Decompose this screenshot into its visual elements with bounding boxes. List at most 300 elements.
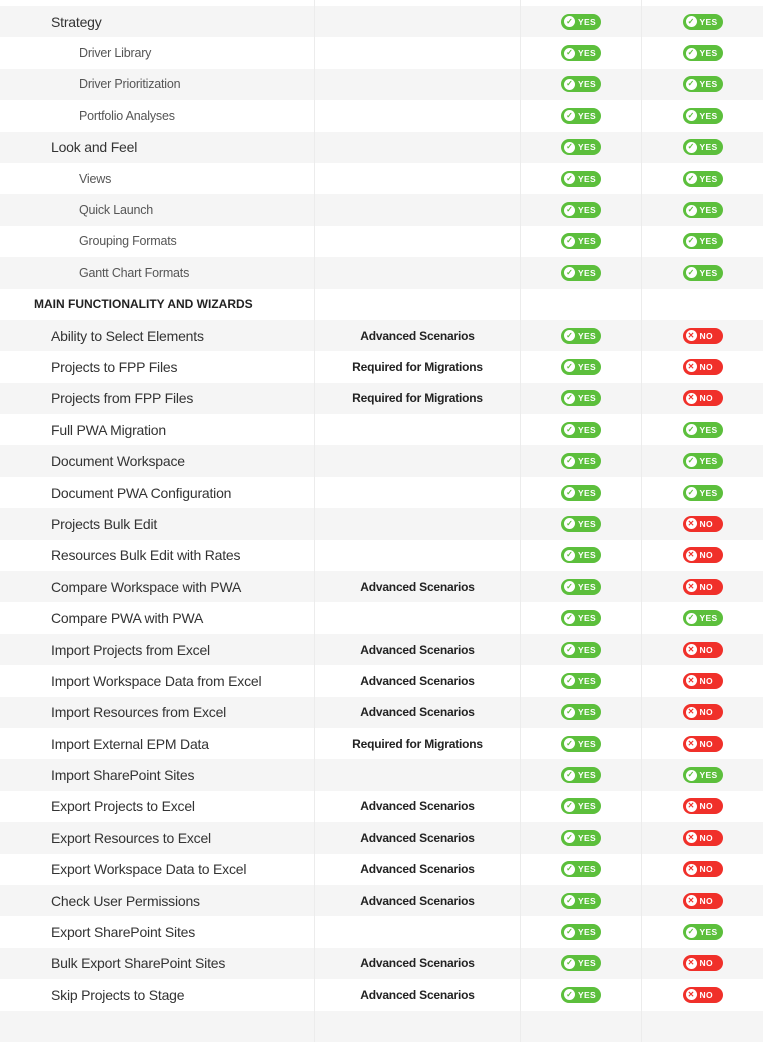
feature-name: Document PWA Configuration [51,484,232,501]
x-circle-icon: ✕ [686,738,697,749]
table-row [0,948,763,979]
feature-note [314,1011,520,1042]
badge-label: YES [699,173,718,184]
badge-label: YES [699,236,718,247]
table-row [0,163,763,194]
edition-b-cell [641,194,763,225]
check-circle-icon: ✓ [564,456,575,467]
no-badge [683,893,723,909]
edition-a-cell [520,885,641,916]
x-circle-icon: ✕ [686,707,697,718]
badge-label: YES [578,267,596,278]
check-circle-icon: ✓ [564,832,575,843]
feature-name: Export Projects to Excel [51,798,195,815]
check-circle-icon: ✓ [564,236,575,247]
table-row [0,571,763,602]
yes-badge [561,422,601,438]
check-circle-icon: ✓ [686,770,697,781]
check-circle-icon: ✓ [686,236,697,247]
yes-badge [561,830,601,846]
yes-badge [561,485,601,501]
check-circle-icon: ✓ [686,487,697,498]
table-row [0,257,763,288]
feature-note [314,414,520,445]
badge-label: YES [578,832,596,843]
x-circle-icon: ✕ [686,864,697,875]
table-row [0,728,763,759]
badge-label: YES [578,738,596,749]
edition-b-cell [641,571,763,602]
badge-label: YES [578,142,596,153]
feature-note [314,194,520,225]
yes-badge [561,45,601,61]
badge-label: YES [578,581,596,592]
badge-label: YES [578,48,596,59]
feature-note [314,289,520,320]
check-circle-icon: ✓ [564,424,575,435]
yes-badge [561,390,601,406]
badge-label: NO [699,550,713,561]
yes-badge [683,45,723,61]
edition-b-cell [641,477,763,508]
yes-badge [561,76,601,92]
edition-a-cell [520,351,641,382]
edition-a-cell [520,571,641,602]
check-circle-icon: ✓ [564,110,575,121]
badge-label: YES [578,958,596,969]
badge-label: NO [699,864,713,875]
edition-a-cell [520,445,641,476]
feature-name: Export SharePoint Sites [51,924,196,941]
yes-badge [683,767,723,783]
table-row [0,602,763,633]
yes-badge [561,704,601,720]
table-row [0,100,763,131]
badge-label: YES [578,644,596,655]
edition-b-cell [641,979,763,1010]
badge-label: YES [578,707,596,718]
feature-subitem-name: Driver Library [79,46,152,61]
yes-badge [683,233,723,249]
feature-note [314,540,520,571]
no-badge [683,987,723,1003]
badge-label: NO [699,675,713,686]
table-row [0,759,763,790]
yes-badge [561,642,601,658]
check-circle-icon: ✓ [564,864,575,875]
badge-label: YES [699,424,718,435]
edition-b-cell [641,759,763,790]
badge-label: YES [578,16,596,27]
feature-name: Bulk Export SharePoint Sites [51,955,226,972]
edition-a-cell [520,37,641,68]
badge-label: NO [699,895,713,906]
table-row [0,540,763,571]
edition-b-cell [641,257,763,288]
feature-note: Advanced Scenarios [314,665,520,696]
feature-note [314,508,520,539]
check-circle-icon: ✓ [564,16,575,27]
edition-b-cell [641,854,763,885]
feature-note [314,477,520,508]
badge-label: YES [578,205,596,216]
badge-label: NO [699,989,713,1000]
feature-note [314,37,520,68]
edition-b-cell [641,163,763,194]
feature-name: Import Projects from Excel [51,641,210,658]
edition-a-cell [520,728,641,759]
yes-badge [561,328,601,344]
check-circle-icon: ✓ [564,738,575,749]
yes-badge [561,924,601,940]
yes-badge [683,171,723,187]
feature-name: Full PWA Migration [51,421,166,438]
feature-note: Advanced Scenarios [314,634,520,665]
table-row [0,477,763,508]
x-circle-icon: ✕ [686,644,697,655]
edition-a-cell [520,602,641,633]
edition-b-cell [641,445,763,476]
check-circle-icon: ✓ [686,16,697,27]
yes-badge [561,861,601,877]
feature-name: Projects from FPP Files [51,390,194,407]
check-circle-icon: ✓ [686,205,697,216]
check-circle-icon: ✓ [564,393,575,404]
x-circle-icon: ✕ [686,989,697,1000]
badge-label: YES [578,393,596,404]
x-circle-icon: ✕ [686,330,697,341]
table-row [0,69,763,100]
check-circle-icon: ✓ [686,79,697,90]
edition-b-cell [641,728,763,759]
yes-badge [561,359,601,375]
check-circle-icon: ✓ [686,613,697,624]
yes-badge [683,14,723,30]
edition-b-cell [641,351,763,382]
yes-badge [561,579,601,595]
no-badge [683,704,723,720]
check-circle-icon: ✓ [686,142,697,153]
edition-a-cell [520,477,641,508]
check-circle-icon: ✓ [686,48,697,59]
edition-a-cell [520,69,641,100]
edition-a-cell [520,697,641,728]
yes-badge [683,610,723,626]
feature-name: Export Resources to Excel [51,829,211,846]
feature-note [314,759,520,790]
badge-label: YES [578,424,596,435]
check-circle-icon: ✓ [564,142,575,153]
table-row [0,979,763,1010]
no-badge [683,830,723,846]
table-row [0,1011,763,1042]
feature-subitem-name: Gantt Chart Formats [79,265,190,280]
edition-b-cell [641,791,763,822]
badge-label: YES [699,613,718,624]
table-row [0,414,763,445]
x-circle-icon: ✕ [686,581,697,592]
badge-label: YES [578,550,596,561]
table-row [0,37,763,68]
feature-note: Advanced Scenarios [314,979,520,1010]
edition-a-cell [520,822,641,853]
no-badge [683,673,723,689]
feature-note [314,445,520,476]
edition-a-cell [520,194,641,225]
table-row [0,885,763,916]
table-row [0,445,763,476]
badge-label: YES [578,236,596,247]
edition-b-cell [641,1011,763,1042]
feature-name: Projects to FPP Files [51,358,178,375]
badge-label: NO [699,832,713,843]
edition-b-cell [641,948,763,979]
check-circle-icon: ✓ [686,267,697,278]
edition-a-cell [520,916,641,947]
edition-b-cell [641,37,763,68]
yes-badge [561,108,601,124]
yes-badge [561,139,601,155]
badge-label: YES [578,518,596,529]
badge-label: YES [578,79,596,90]
yes-badge [683,924,723,940]
x-circle-icon: ✕ [686,832,697,843]
table-row [0,697,763,728]
feature-note: Required for Migrations [314,383,520,414]
badge-label: YES [699,110,718,121]
edition-a-cell [520,257,641,288]
table-row [0,383,763,414]
edition-b-cell [641,697,763,728]
yes-badge [683,422,723,438]
badge-label: NO [699,393,713,404]
badge-label: YES [699,927,718,938]
edition-b-cell [641,508,763,539]
check-circle-icon: ✓ [564,487,575,498]
x-circle-icon: ✕ [686,801,697,812]
edition-b-cell [641,885,763,916]
feature-note [314,916,520,947]
check-circle-icon: ✓ [564,48,575,59]
feature-subitem-name: Portfolio Analyses [79,108,175,123]
edition-b-cell [641,665,763,696]
table-row [0,916,763,947]
edition-b-cell [641,226,763,257]
section-header-row [0,289,763,320]
check-circle-icon: ✓ [686,173,697,184]
x-circle-icon: ✕ [686,518,697,529]
yes-badge [561,736,601,752]
feature-name: Compare Workspace with PWA [51,578,242,595]
badge-label: YES [578,487,596,498]
edition-b-cell [641,289,763,320]
yes-badge [561,453,601,469]
edition-a-cell [520,979,641,1010]
table-row [0,508,763,539]
check-circle-icon: ✓ [564,675,575,686]
table-body [0,6,763,1042]
edition-b-cell [641,383,763,414]
yes-badge [561,767,601,783]
edition-a-cell [520,6,641,37]
badge-label: YES [699,16,718,27]
table-row [0,634,763,665]
x-circle-icon: ✕ [686,958,697,969]
badge-label: NO [699,581,713,592]
check-circle-icon: ✓ [564,895,575,906]
no-badge [683,861,723,877]
badge-label: YES [699,205,718,216]
edition-b-cell [641,6,763,37]
yes-badge [683,453,723,469]
badge-label: NO [699,958,713,969]
no-badge [683,516,723,532]
badge-label: YES [578,895,596,906]
no-badge [683,642,723,658]
feature-subitem-name: Views [79,171,112,186]
feature-name: Import Workspace Data from Excel [51,672,262,689]
no-badge [683,736,723,752]
check-circle-icon: ✓ [686,927,697,938]
badge-label: YES [578,927,596,938]
badge-label: NO [699,801,713,812]
feature-name: Import Resources from Excel [51,704,227,721]
feature-note [314,100,520,131]
yes-badge [561,893,601,909]
edition-b-cell [641,634,763,665]
feature-name: Document Workspace [51,453,185,470]
edition-a-cell [520,289,641,320]
table-row [0,665,763,696]
feature-name: Import SharePoint Sites [51,767,195,784]
yes-badge [561,955,601,971]
check-circle-icon: ✓ [564,770,575,781]
edition-a-cell [520,320,641,351]
feature-note: Advanced Scenarios [314,697,520,728]
x-circle-icon: ✕ [686,550,697,561]
feature-note: Advanced Scenarios [314,854,520,885]
check-circle-icon: ✓ [564,79,575,90]
yes-badge [683,485,723,501]
yes-badge [561,516,601,532]
table-row [0,854,763,885]
feature-name: Skip Projects to Stage [51,986,185,1003]
edition-a-cell [520,791,641,822]
feature-name: Compare PWA with PWA [51,610,204,627]
edition-a-cell [520,508,641,539]
badge-label: NO [699,707,713,718]
yes-badge [683,139,723,155]
feature-name: Projects Bulk Edit [51,515,158,532]
badge-label: YES [578,675,596,686]
badge-label: YES [699,48,718,59]
no-badge [683,390,723,406]
check-circle-icon: ✓ [564,613,575,624]
badge-label: YES [578,770,596,781]
table-row [0,132,763,163]
check-circle-icon: ✓ [564,173,575,184]
check-circle-icon: ✓ [564,267,575,278]
badge-label: YES [578,330,596,341]
x-circle-icon: ✕ [686,895,697,906]
check-circle-icon: ✓ [564,927,575,938]
feature-name: Resources Bulk Edit with Rates [51,547,241,564]
no-badge [683,798,723,814]
edition-b-cell [641,602,763,633]
yes-badge [561,547,601,563]
yes-badge [683,202,723,218]
feature-note: Advanced Scenarios [314,571,520,602]
badge-label: YES [578,361,596,372]
badge-label: YES [699,770,718,781]
edition-a-cell [520,1011,641,1042]
feature-name: Strategy [51,13,102,30]
edition-b-cell [641,916,763,947]
no-badge [683,359,723,375]
x-circle-icon: ✕ [686,361,697,372]
edition-a-cell [520,163,641,194]
no-badge [683,579,723,595]
feature-note: Advanced Scenarios [314,791,520,822]
yes-badge [561,798,601,814]
edition-a-cell [520,948,641,979]
yes-badge [683,108,723,124]
yes-badge [561,610,601,626]
edition-a-cell [520,414,641,445]
check-circle-icon: ✓ [564,361,575,372]
check-circle-icon: ✓ [564,205,575,216]
badge-label: NO [699,361,713,372]
edition-a-cell [520,100,641,131]
badge-label: YES [578,801,596,812]
feature-note: Required for Migrations [314,728,520,759]
edition-b-cell [641,320,763,351]
edition-b-cell [641,100,763,131]
yes-badge [561,14,601,30]
badge-label: YES [578,613,596,624]
feature-name: Look and Feel [51,139,138,156]
edition-a-cell [520,634,641,665]
feature-note: Advanced Scenarios [314,320,520,351]
feature-note [314,226,520,257]
feature-note: Advanced Scenarios [314,948,520,979]
feature-subitem-name: Driver Prioritization [79,77,181,92]
feature-note [314,6,520,37]
yes-badge [561,673,601,689]
badge-label: YES [578,989,596,1000]
table-row [0,320,763,351]
check-circle-icon: ✓ [686,456,697,467]
feature-note [314,602,520,633]
feature-note [314,163,520,194]
yes-badge [561,987,601,1003]
table-row [0,226,763,257]
no-badge [683,328,723,344]
yes-badge [561,233,601,249]
yes-badge [561,265,601,281]
table-row [0,194,763,225]
edition-a-cell [520,540,641,571]
feature-note [314,257,520,288]
table-row [0,351,763,382]
badge-label: YES [699,267,718,278]
x-circle-icon: ✕ [686,675,697,686]
edition-a-cell [520,759,641,790]
edition-b-cell [641,414,763,445]
table-row [0,791,763,822]
check-circle-icon: ✓ [564,518,575,529]
check-circle-icon: ✓ [564,644,575,655]
